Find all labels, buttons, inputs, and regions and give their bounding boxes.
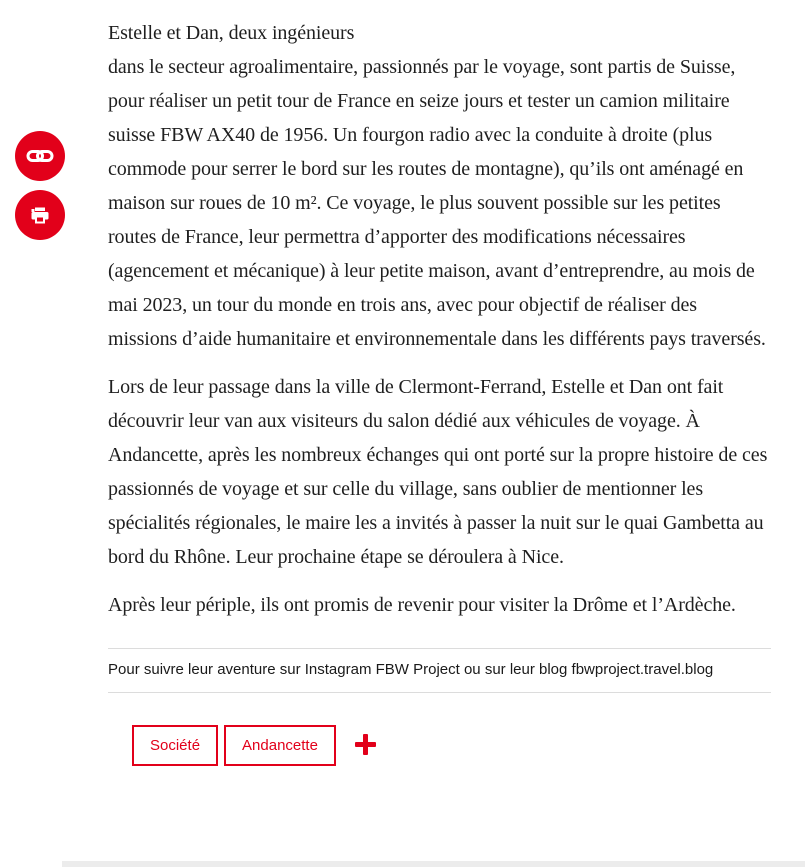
paragraph-1-text: dans le secteur agroalimentaire, passionnés par le voyage, sont partis de Suisse, pour réaliser un petit tour de France en seize jours et tester un camion militaire suisse FBW AX40 de 1956. Un fourgon radio avec la conduite à droite (plus commode pour serrer le bord sur les routes de montagne), qu’ils ont aménagé en maison sur roues de 10 m². Ce voyage, le plus souvent possible sur les petites routes de France, leur permettra d’apporter des modifications nécessaires (agencement et mécanique) à leur petite maison, avant d’entreprendre, au mois de mai 2023, un tour du monde en trois ans, avec pour objectif de réaliser des missions d’aide humanitaire et environnementale dans les différents pays traversés.: [108, 56, 766, 350]
printer-icon: [28, 203, 52, 227]
paragraph-1-lead-line: Estelle et Dan, deux ingénieurs: [108, 22, 355, 44]
plus-icon: [354, 733, 378, 757]
tag-andancette[interactable]: Andancette: [224, 725, 336, 766]
copy-link-button[interactable]: [15, 131, 65, 181]
follow-note: Pour suivre leur aventure sur Instagram FBW Project ou sur leur blog fbwproject.travel.blog: [108, 648, 771, 693]
print-button[interactable]: [15, 190, 65, 240]
link-icon: [26, 148, 54, 164]
tags-row: [132, 725, 771, 766]
paragraph-1: [108, 16, 771, 356]
paragraph-2: Lors de leur passage dans la ville de Clermont-Ferrand, Estelle et Dan ont fait découvrir leur van aux visiteurs du salon dédié aux véhicules de voyage. À Andancette, après les nombreux échanges qui ont porté sur la propre histoire de ces passionnés de voyage et sur celle du village, sans oublier de mentionner les spécialités régionales, le maire les a invités à passer la nuit sur le quai Gambetta au bord du Rhône. Leur prochaine étape se déroulera à Nice.: [108, 376, 768, 568]
tag-societe[interactable]: Société: [132, 725, 218, 766]
paragraph-3: Après leur périple, ils ont promis de revenir pour visiter la Drôme et l’Ardèche.: [108, 594, 736, 616]
show-more-tags-button[interactable]: [354, 733, 378, 757]
article-body: [108, 0, 771, 766]
share-toolbar: [15, 131, 65, 240]
next-section-edge: [62, 861, 805, 867]
